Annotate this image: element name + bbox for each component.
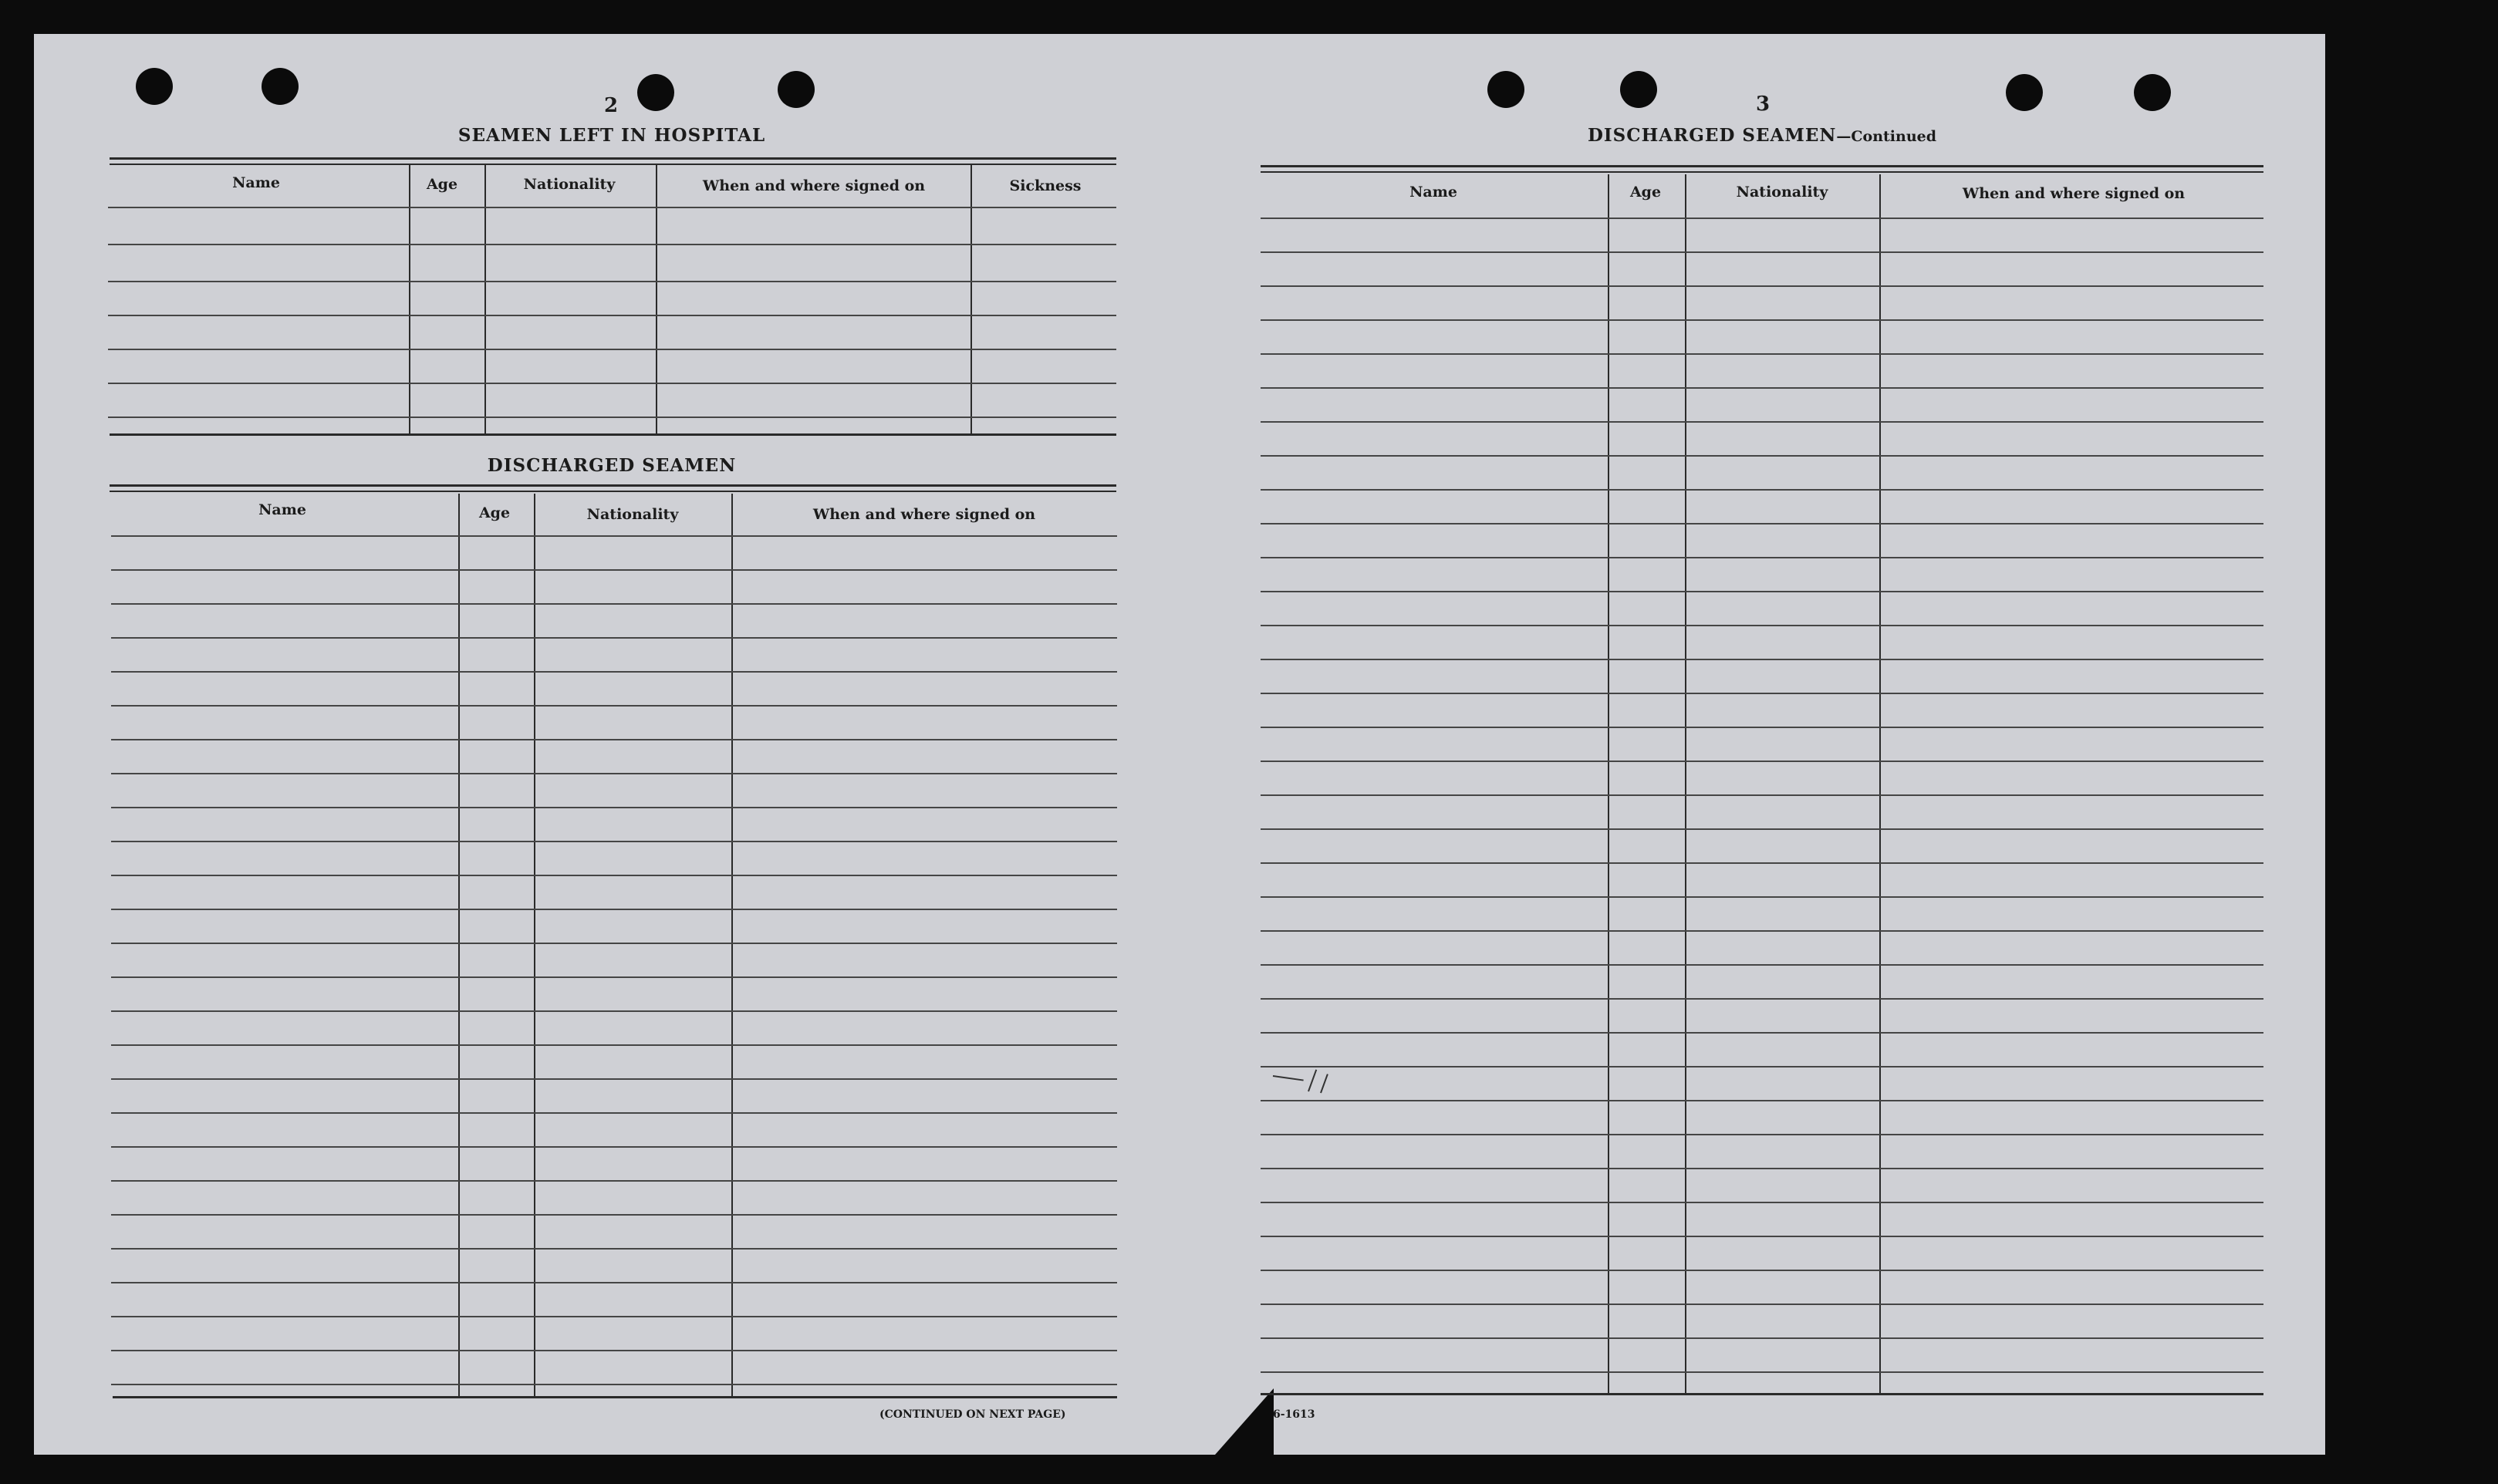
table-row <box>1261 285 2263 287</box>
table-row <box>111 1282 1117 1283</box>
table-row <box>1261 251 2263 253</box>
table-row <box>111 841 1117 842</box>
table-row <box>111 1146 1117 1148</box>
table-row <box>1261 896 2263 898</box>
table-row <box>1261 693 2263 694</box>
table-row <box>1261 523 2263 524</box>
table-row <box>1261 964 2263 966</box>
continued-note: (CONTINUED ON NEXT PAGE) <box>879 1408 1066 1421</box>
table-row <box>111 1350 1117 1351</box>
table-row <box>111 603 1117 605</box>
table-row <box>1261 659 2263 660</box>
discharged-table-bottom-rule <box>113 1396 1117 1398</box>
table-row <box>111 1316 1117 1317</box>
table-row <box>1261 1270 2263 1271</box>
table-row <box>1261 828 2263 830</box>
table-row <box>111 569 1117 571</box>
column-divider <box>1608 174 1609 1393</box>
table-row <box>1261 727 2263 728</box>
table-row <box>1261 557 2263 558</box>
table-row <box>1261 862 2263 864</box>
table-row <box>111 1078 1117 1080</box>
discharged-section-title: DISCHARGED SEAMEN <box>487 455 737 476</box>
punch-hole <box>1487 71 1524 108</box>
column-divider <box>458 494 460 1398</box>
table-row <box>1261 1304 2263 1305</box>
table-row <box>111 705 1117 707</box>
col-header-nationality: Nationality <box>586 506 679 523</box>
punch-hole <box>778 71 815 108</box>
table-row <box>111 1214 1117 1216</box>
page-number: 3 <box>1756 93 1771 116</box>
table-row <box>111 943 1117 944</box>
punch-hole <box>2006 74 2043 111</box>
table-row <box>108 244 1116 245</box>
table-row <box>111 1112 1117 1114</box>
table-row <box>1261 794 2263 796</box>
col-header-signed-on: When and where signed on <box>1962 185 2186 202</box>
table-row <box>108 349 1116 350</box>
discharged-continued-title <box>1588 125 1936 146</box>
table-row <box>108 207 1116 208</box>
table-row <box>111 976 1117 978</box>
table-row <box>111 1248 1117 1250</box>
table-row <box>111 909 1117 910</box>
column-divider <box>484 165 486 435</box>
hospital-section-title: SEAMEN LEFT IN HOSPITAL <box>457 125 766 146</box>
table-row <box>1261 625 2263 626</box>
column-divider <box>409 165 410 435</box>
punch-hole <box>136 68 173 105</box>
discharged-table-top-rule-2 <box>110 491 1116 492</box>
table-row <box>108 281 1116 282</box>
table-row <box>1261 1202 2263 1203</box>
table-row <box>1261 319 2263 321</box>
table-row <box>111 807 1117 808</box>
col-header-signed-on: When and where signed on <box>812 506 1036 523</box>
table-row <box>1261 1134 2263 1135</box>
col-header-age: Age <box>478 504 511 521</box>
col-header-nationality: Nationality <box>523 176 616 193</box>
table-row <box>111 773 1117 774</box>
col-header-age: Age <box>1629 184 1662 201</box>
hospital-table-top-rule <box>110 157 1116 160</box>
table-row <box>108 315 1116 316</box>
right-table-bottom-rule <box>1261 1393 2263 1395</box>
column-divider <box>731 494 733 1398</box>
right-table-top-rule-2 <box>1261 171 2263 173</box>
form-number: 6-1613 <box>1273 1408 1315 1421</box>
table-row <box>1261 421 2263 423</box>
col-header-signed-on: When and where signed on <box>702 177 926 194</box>
table-row <box>1261 1066 2263 1067</box>
discharged-table-top-rule <box>110 484 1116 487</box>
folded-corner <box>1215 1388 1274 1455</box>
table-row <box>111 1384 1117 1385</box>
table-row <box>1261 591 2263 592</box>
col-header-name: Name <box>232 174 280 191</box>
table-row <box>111 875 1117 876</box>
table-row <box>1261 998 2263 1000</box>
table-row <box>111 637 1117 639</box>
table-row <box>111 1180 1117 1182</box>
punch-hole <box>1620 71 1657 108</box>
table-row <box>111 1010 1117 1012</box>
right-table-top-rule <box>1261 165 2263 167</box>
table-row <box>111 1044 1117 1046</box>
column-divider <box>656 165 657 435</box>
title-continued: —Continued <box>1836 128 1937 145</box>
table-row <box>111 671 1117 673</box>
column-divider <box>1879 174 1881 1393</box>
table-row <box>1261 1337 2263 1339</box>
table-row <box>111 535 1117 537</box>
punch-hole <box>2134 74 2171 111</box>
table-row <box>1261 455 2263 457</box>
table-row <box>1261 1032 2263 1034</box>
table-row <box>108 383 1116 384</box>
table-row <box>1261 930 2263 932</box>
table-row <box>1261 1236 2263 1237</box>
col-header-age: Age <box>426 176 458 193</box>
table-row <box>1261 353 2263 355</box>
column-divider <box>534 494 535 1398</box>
hospital-table-top-rule-2 <box>110 164 1116 165</box>
table-row <box>1261 761 2263 762</box>
table-row <box>1261 1168 2263 1169</box>
table-row <box>108 417 1116 418</box>
page-number: 2 <box>604 94 619 117</box>
table-row <box>1261 1371 2263 1373</box>
punch-hole <box>637 74 674 111</box>
table-row <box>1261 218 2263 219</box>
hospital-table-bottom-rule <box>110 433 1116 436</box>
table-row <box>1261 387 2263 389</box>
col-header-nationality: Nationality <box>1736 184 1828 201</box>
col-header-name: Name <box>1409 184 1457 201</box>
table-row <box>1261 489 2263 491</box>
table-row <box>1261 1100 2263 1101</box>
column-divider <box>1685 174 1686 1393</box>
title-main: DISCHARGED SEAMEN <box>1587 125 1837 146</box>
punch-hole <box>262 68 299 105</box>
column-divider <box>971 165 972 435</box>
col-header-sickness: Sickness <box>1009 177 1082 194</box>
col-header-name: Name <box>258 501 306 518</box>
document-paper <box>34 34 2325 1455</box>
table-row <box>111 739 1117 740</box>
